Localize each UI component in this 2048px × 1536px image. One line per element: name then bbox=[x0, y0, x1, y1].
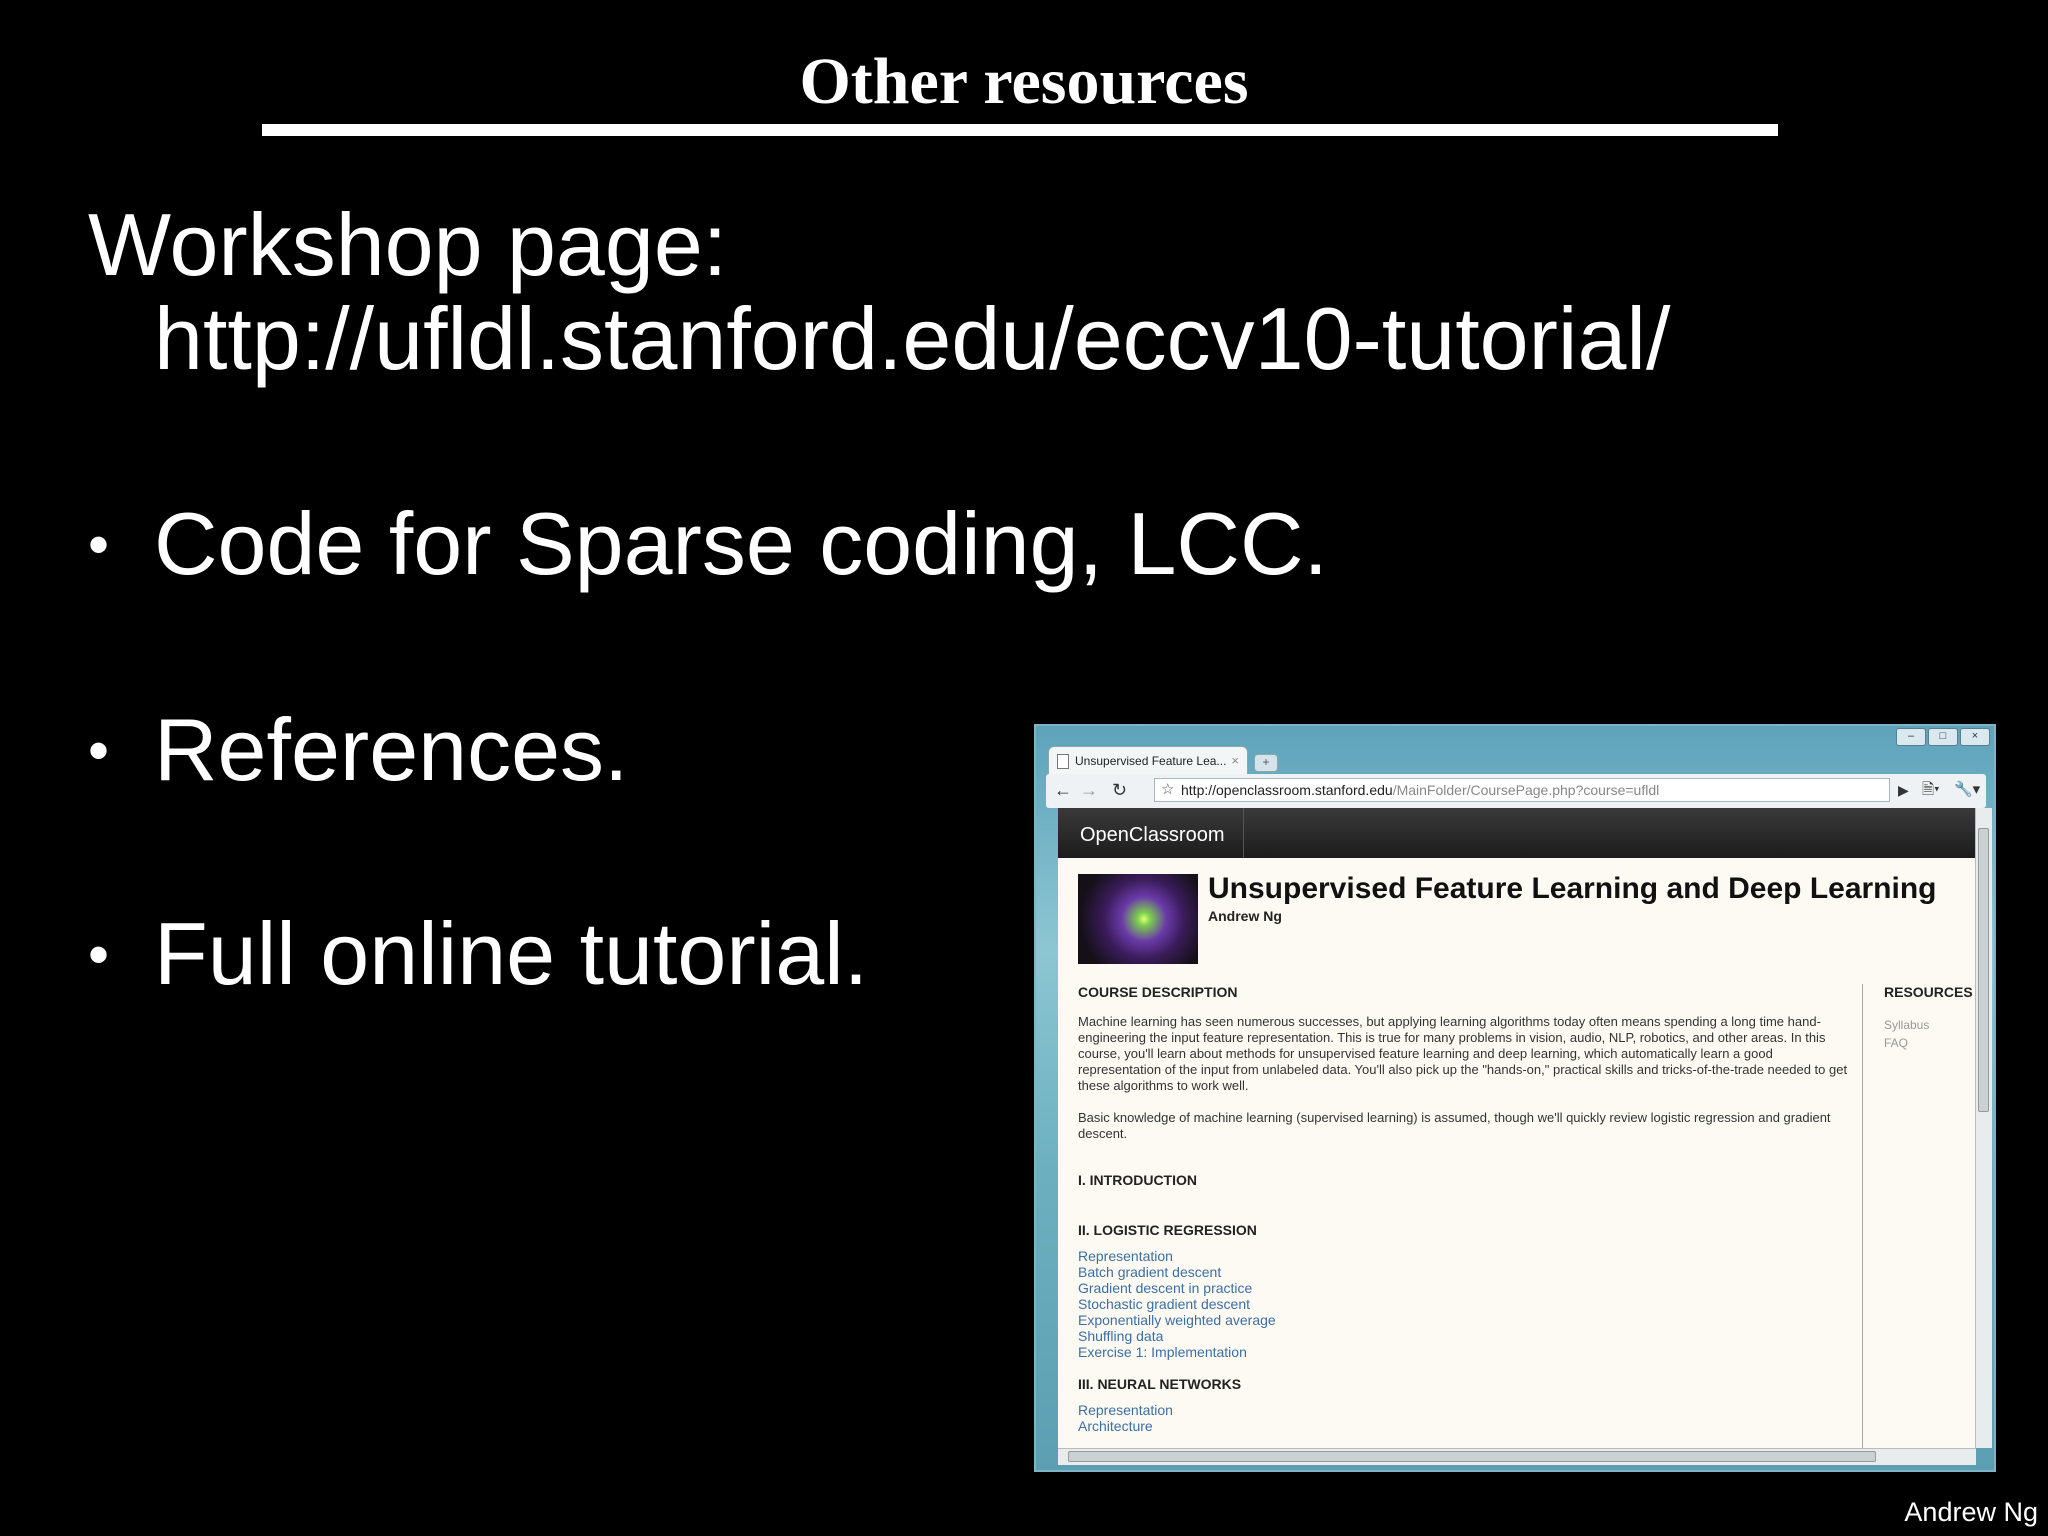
lesson-link[interactable]: Batch gradient descent bbox=[1078, 1264, 1222, 1280]
bullet-tutorial bbox=[88, 904, 868, 1011]
browser-toolbar bbox=[1046, 774, 1986, 808]
lesson-link[interactable]: Exercise 1: Implementation bbox=[1078, 1344, 1247, 1360]
course-main-column bbox=[1078, 984, 1848, 1434]
section-heading: III. NEURAL NETWORKS bbox=[1078, 1376, 1242, 1392]
address-bar[interactable] bbox=[1154, 778, 1890, 802]
page-icon bbox=[1057, 754, 1069, 769]
lesson-link[interactable]: Architecture bbox=[1078, 1418, 1153, 1434]
lesson-link[interactable]: Shuffling data bbox=[1078, 1328, 1164, 1344]
workshop-block bbox=[88, 195, 1671, 388]
site-header bbox=[1058, 808, 1976, 858]
course-prerequisites-text: Basic knowledge of machine learning (supervised learning) is assumed, though we'll quickly review logistic regression and gradient descent. bbox=[1078, 1110, 1831, 1141]
section-heading: II. LOGISTIC REGRESSION bbox=[1078, 1222, 1257, 1238]
bullet-glyph: • bbox=[88, 510, 110, 578]
section-links bbox=[1078, 1402, 1848, 1434]
go-icon[interactable]: ▶ bbox=[1898, 782, 1909, 798]
workshop-url[interactable]: http://ufldl.stanford.edu/eccv10-tutorial/ bbox=[154, 289, 1671, 388]
slide-title: Other resources bbox=[799, 45, 1249, 118]
maximize-button[interactable]: □ bbox=[1928, 728, 1958, 746]
title-underline bbox=[262, 124, 1778, 136]
wrench-icon[interactable]: 🔧▾ bbox=[1954, 781, 1981, 798]
lesson-link[interactable]: Gradient descent in practice bbox=[1078, 1280, 1253, 1296]
course-description-text: Machine learning has seen numerous successes, but applying learning algorithms today often means spending a long time hand-engineering the input feature representation. This is true for many problems in vision, audio, NLP, robotics, and other areas. In this course, you'll learn about methods for unsupervised feature learning and deep learning, which automatically learn a good representation of the input from unlabeled data. You'll also pick up the "hands-on," practical skills and tricks-of-the-trade needed to get these algorithms to work well. bbox=[1078, 1014, 1848, 1093]
bullet-text: Code for Sparse coding, LCC. bbox=[154, 494, 1328, 593]
bullet-glyph: • bbox=[88, 920, 110, 988]
course-title: Unsupervised Feature Learning and Deep Learning bbox=[1208, 872, 1937, 905]
close-window-button[interactable]: × bbox=[1960, 728, 1990, 746]
lesson-link[interactable]: Representation bbox=[1078, 1248, 1173, 1264]
new-tab-button[interactable]: + bbox=[1254, 754, 1278, 772]
horizontal-scroll-thumb[interactable] bbox=[1068, 1451, 1876, 1462]
bullet-text: References. bbox=[154, 700, 629, 799]
close-tab-icon[interactable]: × bbox=[1231, 753, 1239, 768]
url-path: /MainFolder/CoursePage.php?course=ufldl bbox=[1392, 782, 1660, 798]
tab-title: Unsupervised Feature Lea... bbox=[1075, 754, 1227, 768]
back-arrow-icon[interactable]: ← bbox=[1054, 780, 1072, 800]
page-content bbox=[1058, 808, 1976, 1448]
forward-arrow-icon[interactable]: → bbox=[1080, 780, 1098, 800]
reload-icon[interactable]: ↻ bbox=[1112, 780, 1128, 800]
window-controls bbox=[1896, 728, 1990, 746]
star-icon[interactable]: ☆ bbox=[1161, 781, 1175, 798]
syllabus-link[interactable]: Syllabus bbox=[1884, 1018, 1930, 1032]
course-image bbox=[1078, 874, 1198, 964]
section-links bbox=[1078, 1248, 1848, 1360]
vertical-scroll-thumb[interactable] bbox=[1978, 828, 1989, 1112]
course-author: Andrew Ng bbox=[1208, 908, 1282, 924]
page-menu-icon[interactable]: 🗎▾ bbox=[1922, 781, 1940, 798]
url-host: http://openclassroom.stanford.edu bbox=[1181, 782, 1393, 798]
bullet-code bbox=[88, 494, 1328, 601]
workshop-label: Workshop page: bbox=[88, 195, 728, 294]
column-divider bbox=[1862, 984, 1863, 1448]
browser-window bbox=[1034, 724, 1996, 1472]
lesson-link[interactable]: Representation bbox=[1078, 1402, 1173, 1418]
bullet-text: Full online tutorial. bbox=[154, 904, 869, 1003]
slide-author: Andrew Ng bbox=[1904, 1497, 2038, 1527]
bullet-glyph: • bbox=[88, 716, 110, 784]
minimize-button[interactable]: – bbox=[1896, 728, 1926, 746]
course-description-heading: COURSE DESCRIPTION bbox=[1078, 984, 1238, 1000]
lesson-link[interactable]: Exponentially weighted average bbox=[1078, 1312, 1276, 1328]
horizontal-scrollbar[interactable] bbox=[1058, 1448, 1976, 1465]
site-brand[interactable]: OpenClassroom bbox=[1058, 808, 1244, 858]
browser-tab[interactable] bbox=[1048, 746, 1248, 774]
resources-heading: RESOURCES bbox=[1884, 984, 1973, 1000]
section-heading: I. INTRODUCTION bbox=[1078, 1172, 1197, 1188]
vertical-scrollbar[interactable] bbox=[1975, 808, 1992, 1448]
lesson-link[interactable]: Stochastic gradient descent bbox=[1078, 1296, 1250, 1312]
faq-link[interactable]: FAQ bbox=[1884, 1036, 1909, 1050]
bullet-references bbox=[88, 700, 628, 807]
